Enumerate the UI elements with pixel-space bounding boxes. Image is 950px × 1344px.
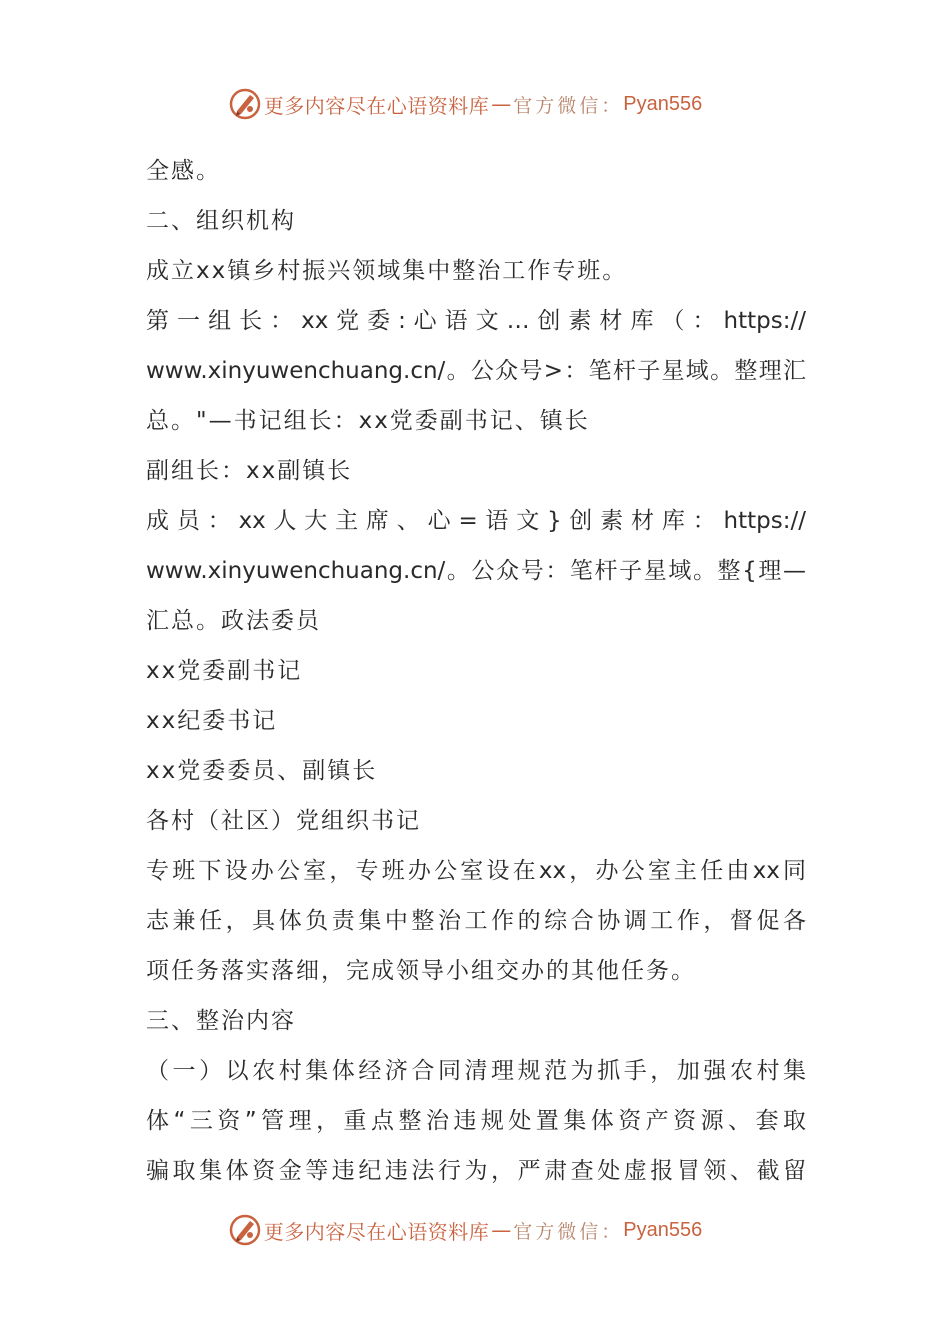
watermark-wechat-label: 官方微信： xyxy=(513,94,624,117)
section-heading: 二、组织机构 xyxy=(146,208,296,234)
watermark-wechat-id: Pyan556 xyxy=(623,1218,703,1241)
text-line: 体“三资”管理，重点整治违规处置集体资产资源、套取 xyxy=(146,1108,806,1134)
watermark-text: 更多内容尽在心语资料库 xyxy=(263,93,490,118)
text-line: xx纪委书记 xyxy=(146,708,278,734)
text-line: 各村（社区）党组织书记 xyxy=(146,808,421,834)
text-line: 汇总。政法委员 xyxy=(146,608,321,634)
document-body xyxy=(146,146,806,1196)
text-line: 副组长：xx副镇长 xyxy=(146,458,353,484)
header-watermark xyxy=(0,82,950,126)
watermark-text: 更多内容尽在心语资料库 xyxy=(263,1219,490,1244)
text-line: 成 员 ： xx 人 大 主 席 、 心 = 语 文 } 创 素 材 库 ： https:// xyxy=(146,508,806,534)
watermark-dash: — xyxy=(491,92,512,116)
text-line: 第 一 组 长 ： xx 党 委 : 心 语 文 … 创 素 材 库 （ ： https:// xyxy=(146,308,806,334)
watermark-wechat-label: 官方微信： xyxy=(513,1220,624,1243)
pen-logo-icon xyxy=(228,87,262,121)
watermark-wechat-id: Pyan556 xyxy=(623,92,703,115)
text-line: xx党委副书记 xyxy=(146,658,303,684)
text-line: 志兼任，具体负责集中整治工作的综合协调工作，督促各 xyxy=(146,908,806,934)
footer-watermark xyxy=(0,1208,950,1252)
text-line: xx党委委员、副镇长 xyxy=(146,758,378,784)
text-line: 总。"—书记组长：xx党委副书记、镇长 xyxy=(146,408,590,434)
section-heading: 三、整治内容 xyxy=(146,1008,296,1034)
text-line: www.xinyuwenchuang.cn/。公众号：笔杆子星域。整{理— xyxy=(146,558,806,584)
text-line: 全感。 xyxy=(146,158,221,184)
pen-logo-icon xyxy=(228,1213,262,1247)
text-line: 项任务落实落细，完成领导小组交办的其他任务。 xyxy=(146,958,696,984)
text-line: 专班下设办公室，专班办公室设在xx，办公室主任由xx同 xyxy=(146,858,806,884)
watermark-dash: — xyxy=(491,1218,512,1242)
text-line: 成立xx镇乡村振兴领域集中整治工作专班。 xyxy=(146,258,628,284)
text-line: （一）以农村集体经济合同清理规范为抓手，加强农村集 xyxy=(146,1058,806,1084)
text-line: 骗取集体资金等违纪违法行为，严肃查处虚报冒领、截留 xyxy=(146,1158,806,1184)
text-line: www.xinyuwenchuang.cn/。公众号>：笔杆子星域。整理汇 xyxy=(146,358,806,384)
